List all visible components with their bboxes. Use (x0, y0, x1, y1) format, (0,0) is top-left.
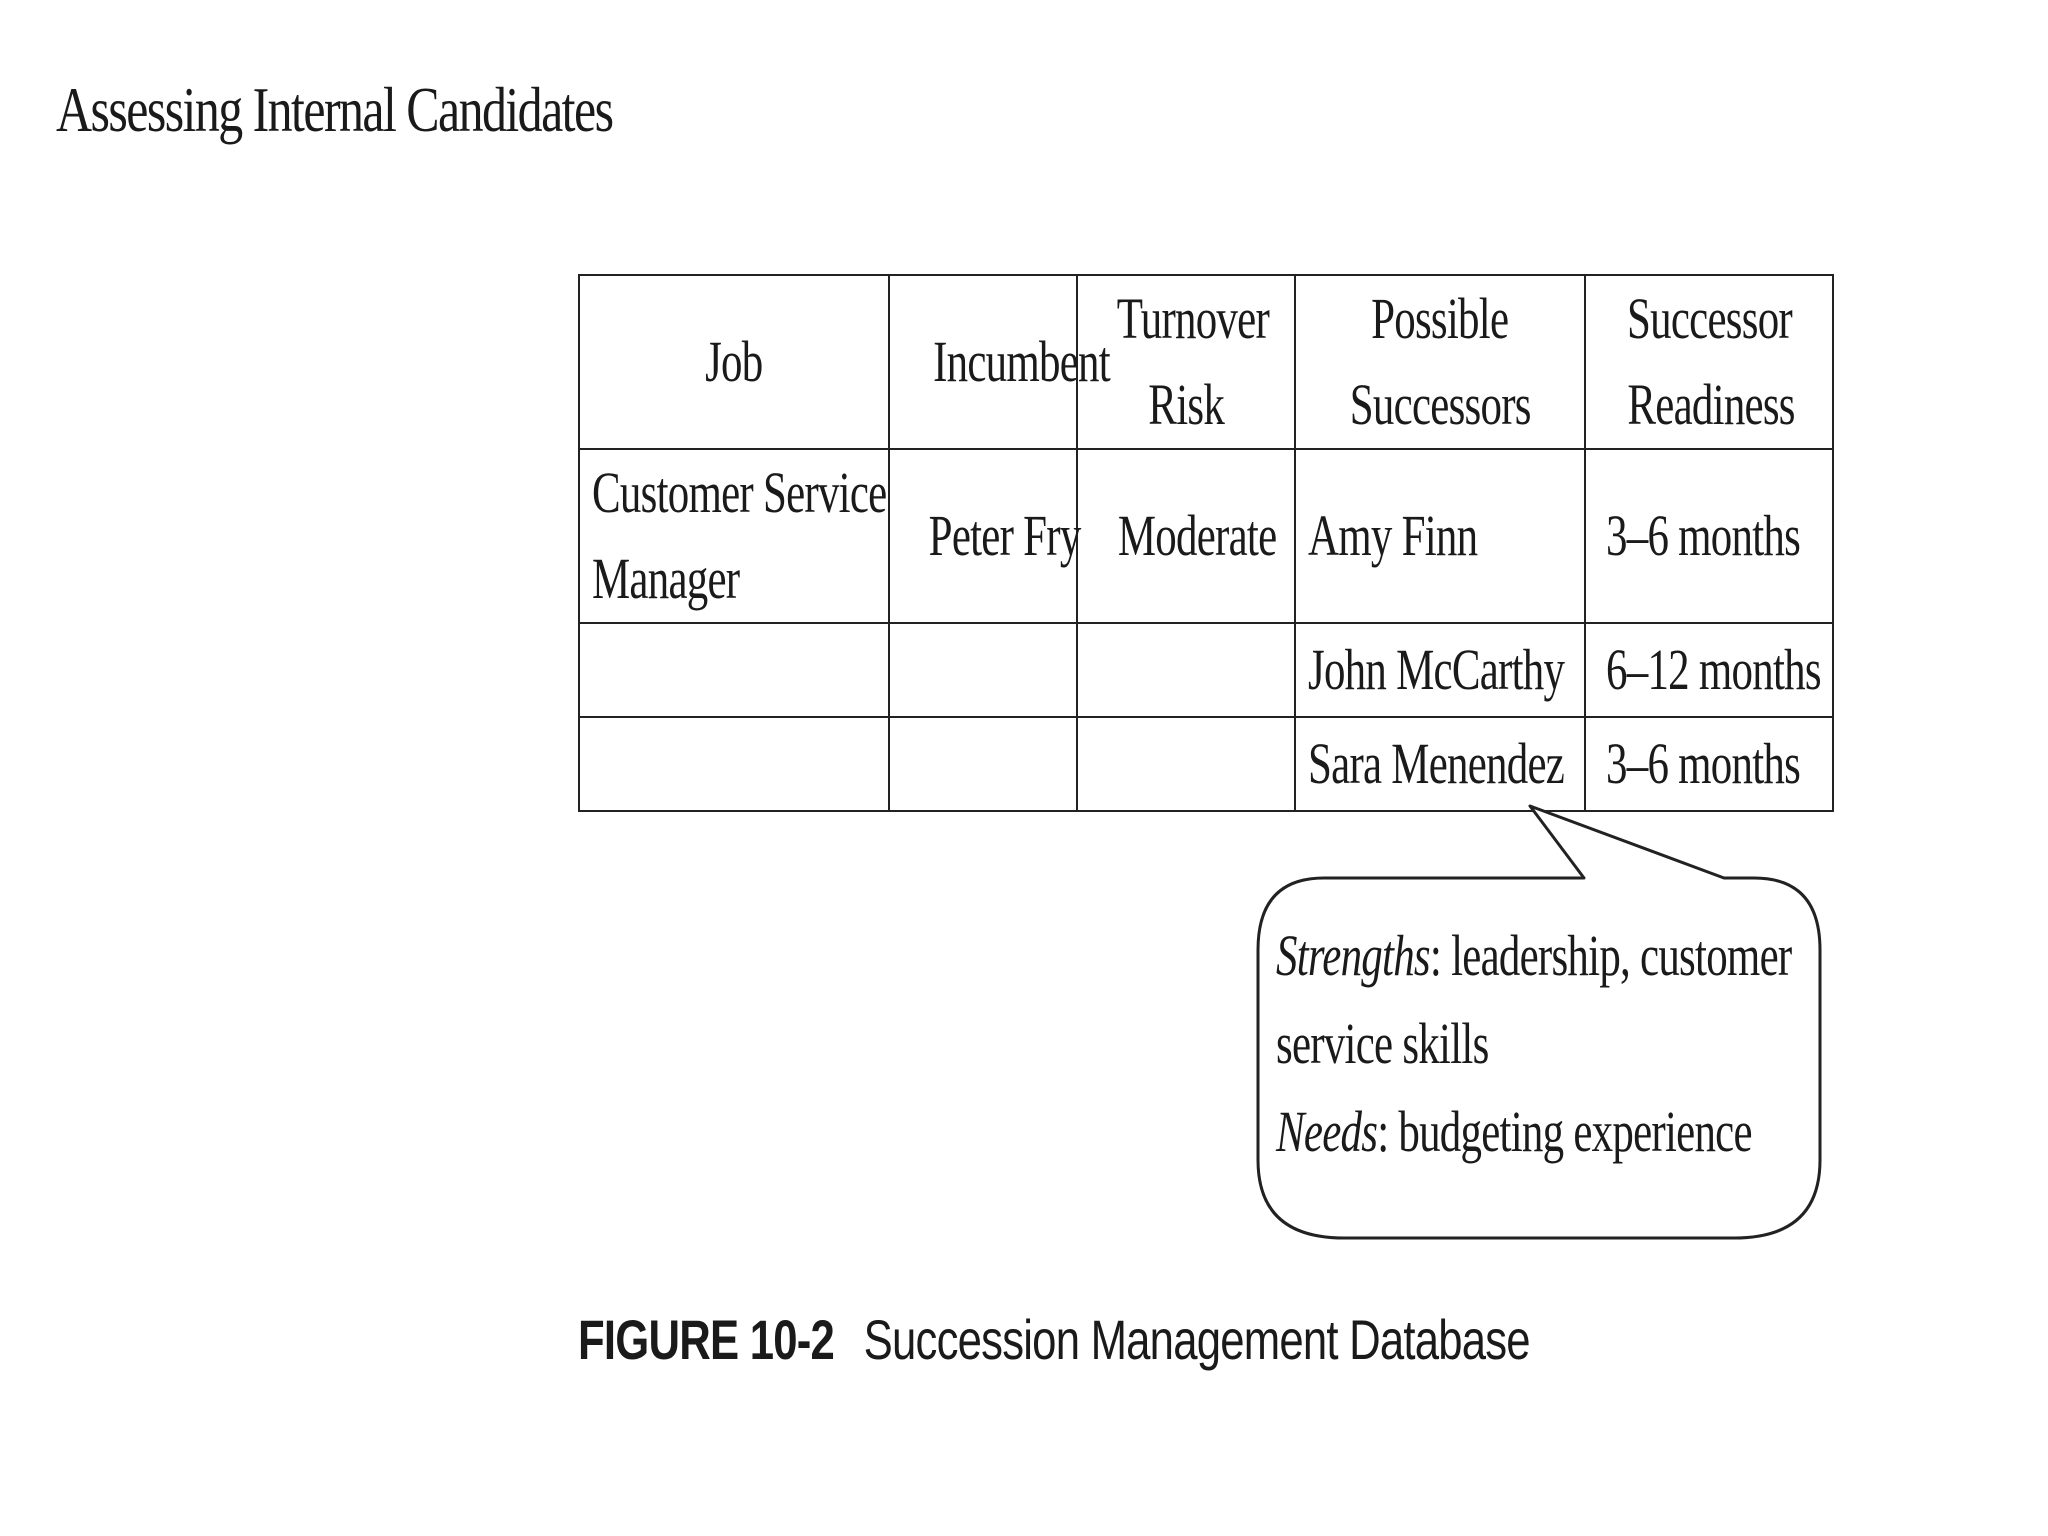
cell-successor (1295, 449, 1585, 623)
header-turnover-risk-line2: Risk (1148, 372, 1224, 437)
cell-successor (1295, 717, 1585, 811)
strengths-line1: : leadership, customer (1429, 923, 1792, 988)
cell-incumbent-text: Peter Fry (928, 503, 1081, 568)
cell-incumbent (889, 623, 1077, 717)
cell-turnover-risk (1077, 449, 1295, 623)
header-job (579, 275, 889, 449)
page-heading: Assessing Internal Candidates (56, 74, 613, 145)
cell-job-line2: Manager (592, 546, 740, 611)
cell-successor (1295, 623, 1585, 717)
table-header-row (579, 275, 1833, 449)
table-row (579, 623, 1833, 717)
cell-readiness-text: 3–6 months (1606, 503, 1801, 568)
cell-job (579, 623, 889, 717)
cell-turnover-risk-text: Moderate (1117, 503, 1277, 568)
cell-readiness (1585, 449, 1833, 623)
figure-number: FIGURE 10-2 (578, 1308, 834, 1371)
cell-job (579, 717, 889, 811)
figure-caption (578, 1308, 1530, 1371)
table-row (579, 449, 1833, 623)
cell-readiness-text: 3–6 months (1606, 731, 1801, 796)
cell-successor-text: Amy Finn (1308, 503, 1478, 568)
cell-readiness (1585, 717, 1833, 811)
cell-job (579, 449, 889, 623)
succession-table (578, 274, 1834, 812)
header-job-label: Job (705, 329, 763, 394)
needs-label: Needs (1276, 1099, 1378, 1164)
cell-turnover-risk (1077, 717, 1295, 811)
cell-job-line1: Customer Service (592, 460, 887, 525)
cell-turnover-risk (1077, 623, 1295, 717)
header-successor-readiness-line1: Successor (1626, 286, 1792, 351)
cell-successor-text: John McCarthy (1308, 637, 1565, 702)
speech-bubble-callout (1254, 800, 1824, 1240)
succession-table-container (578, 274, 1832, 812)
table-row (579, 717, 1833, 811)
header-incumbent (889, 275, 1110, 449)
header-successor-readiness-line2: Readiness (1627, 372, 1795, 437)
header-turnover-risk-line1: Turnover (1116, 286, 1270, 351)
header-possible-successors-line1: Possible (1371, 286, 1509, 351)
header-incumbent-label: Incumbent (933, 329, 1110, 394)
figure-title: Succession Management Database (863, 1308, 1530, 1371)
needs-text: : budgeting experience (1377, 1099, 1752, 1164)
strengths-line2: service skills (1276, 1011, 1489, 1076)
cell-incumbent (889, 717, 1077, 811)
strengths-label: Strengths (1276, 923, 1430, 988)
cell-incumbent (889, 449, 1081, 623)
header-successor-readiness (1585, 275, 1833, 449)
callout-text (1276, 912, 1792, 1176)
header-possible-successors (1295, 275, 1585, 449)
cell-successor-text: Sara Menendez (1308, 731, 1565, 796)
cell-readiness (1585, 623, 1833, 717)
cell-readiness-text: 6–12 months (1606, 637, 1821, 702)
header-possible-successors-line2: Successors (1349, 372, 1531, 437)
